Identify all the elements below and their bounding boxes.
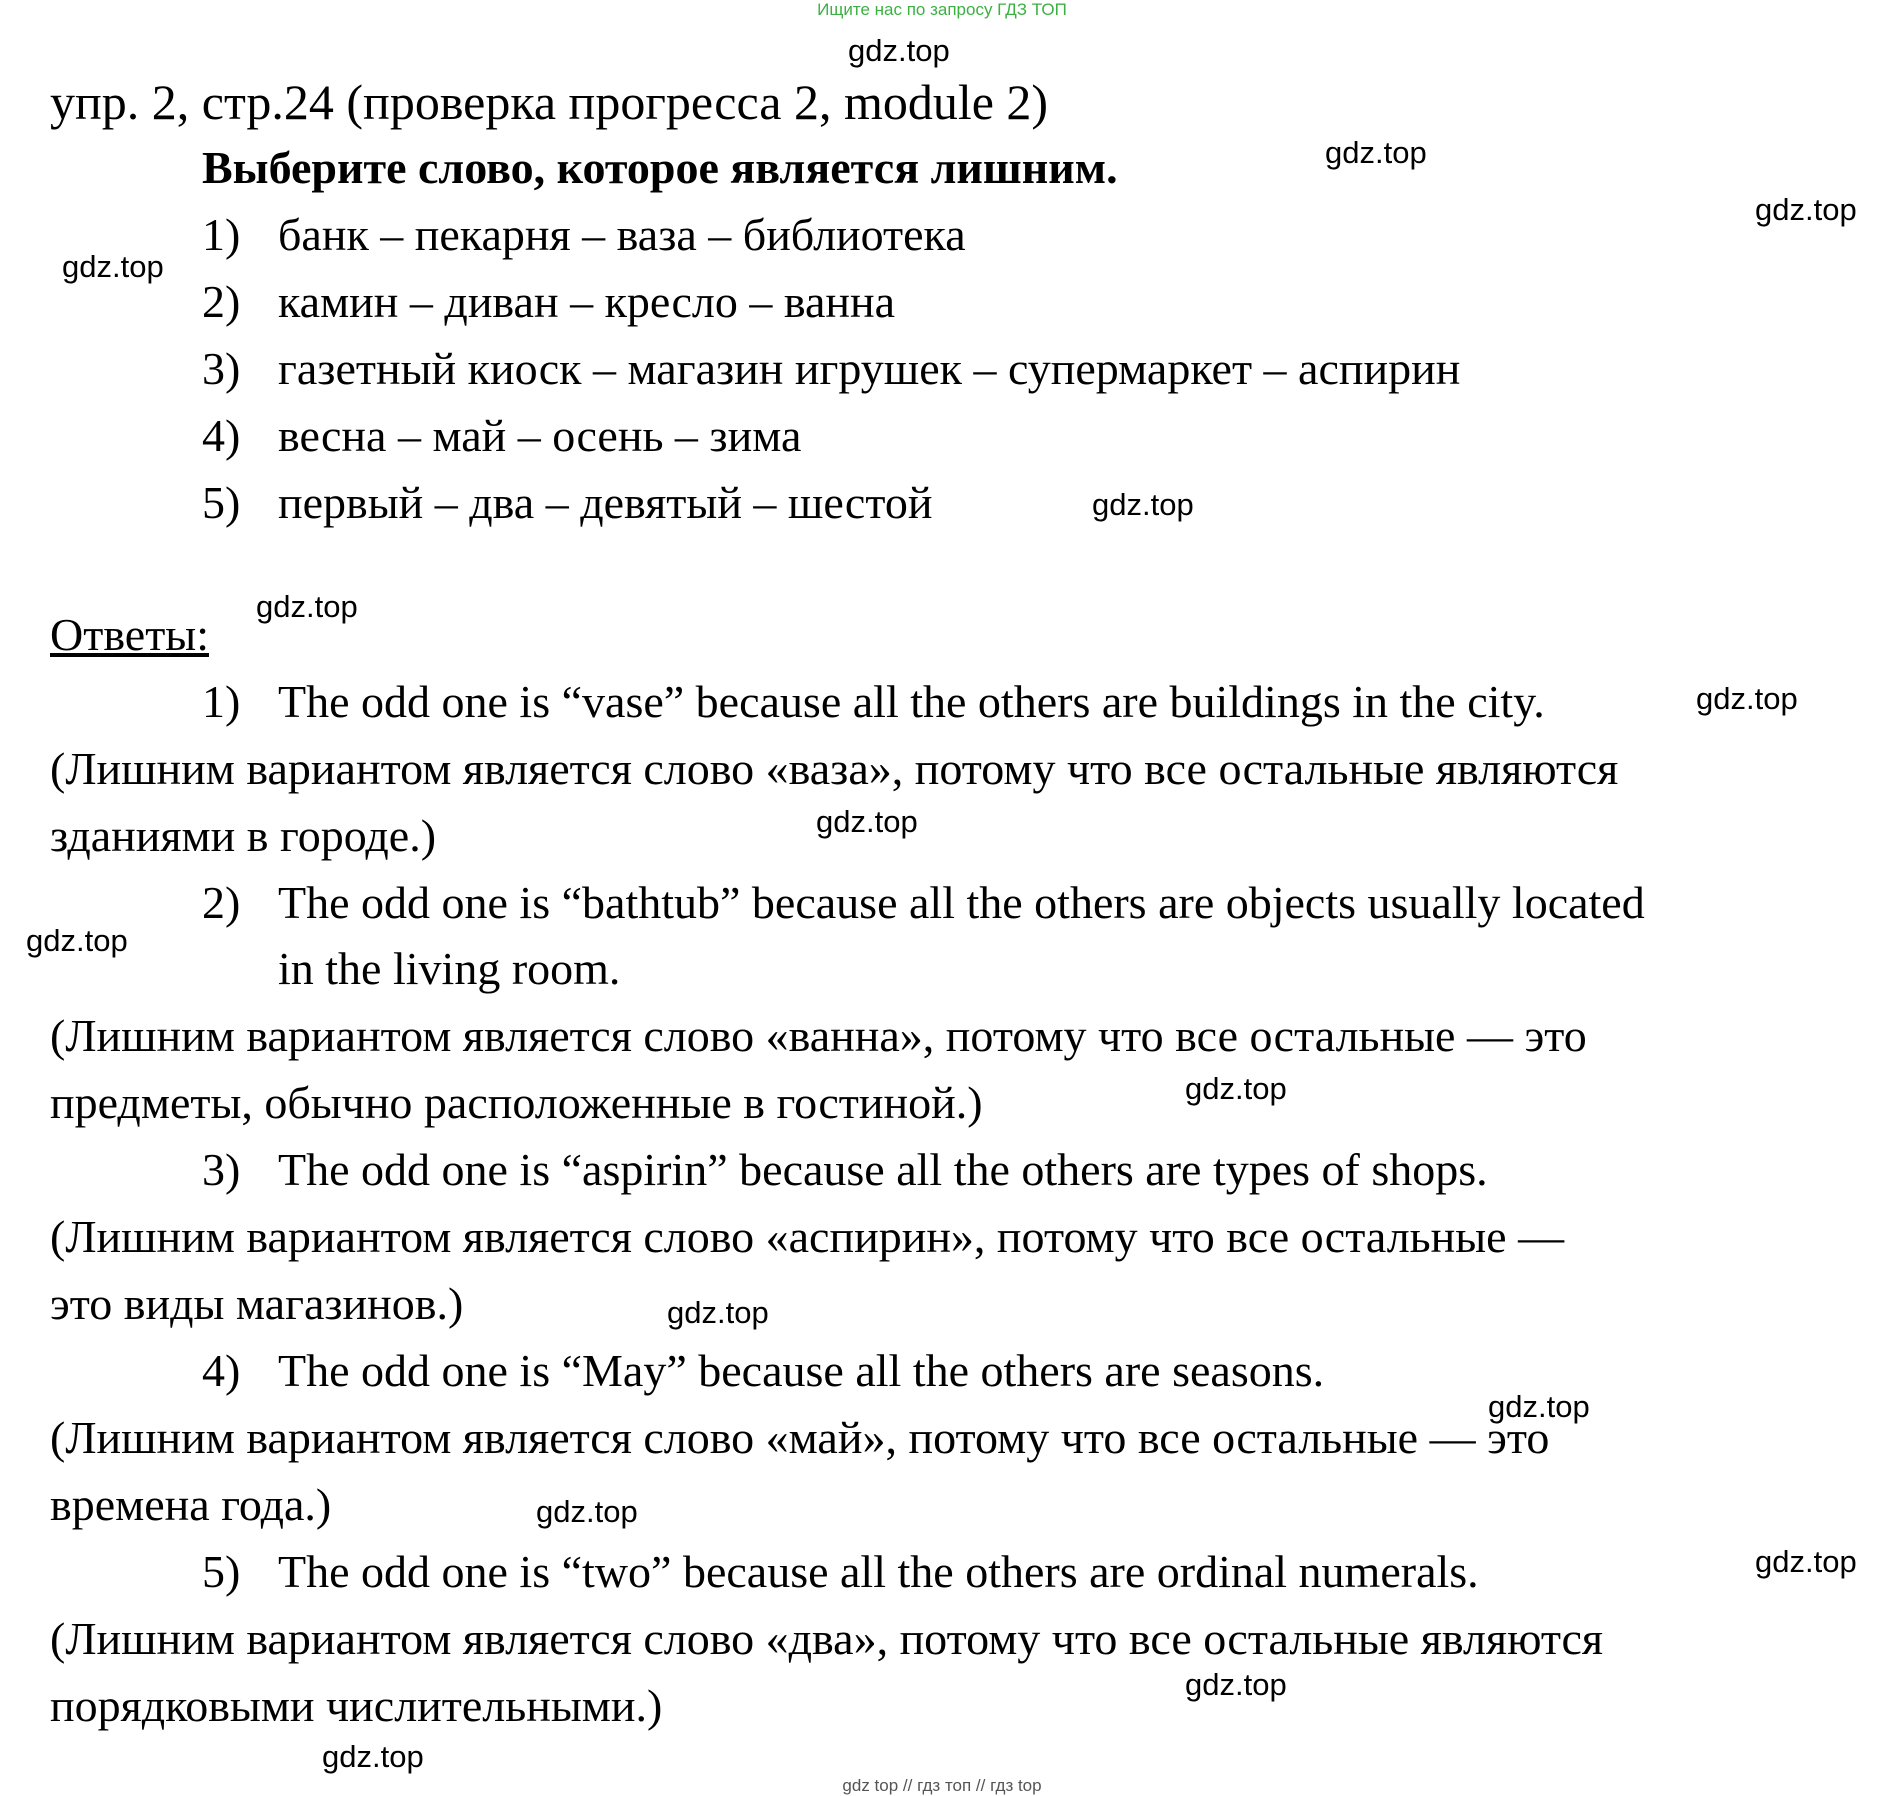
answer-english-line: The odd one is “vase” because all the others are buildings in the city.	[278, 676, 1545, 727]
task-number: 2)	[202, 276, 241, 327]
answer-russian-line: порядковыми числительными.)	[50, 1680, 663, 1731]
answer-russian-line: (Лишним вариантом является слово «ванна», потому что все остальные — это	[50, 1010, 1587, 1061]
task-number: 4)	[202, 410, 241, 461]
answer-english-line: The odd one is “May” because all the others are seasons.	[278, 1345, 1325, 1396]
answer-number: 1)	[202, 676, 241, 727]
task-text: весна – май – осень – зима	[278, 410, 802, 461]
watermark: gdz.top	[256, 589, 358, 624]
watermark: gdz.top	[322, 1739, 424, 1774]
footer-link[interactable]: gdz top // гдз топ // гдз top	[842, 1776, 1042, 1795]
watermark: gdz.top	[848, 33, 950, 68]
task-text: камин – диван – кресло – ванна	[278, 276, 896, 327]
watermark: gdz.top	[1185, 1667, 1287, 1702]
answer-number: 3)	[202, 1144, 241, 1195]
answer-number: 5)	[202, 1546, 241, 1597]
answer-english-line: in the living room.	[278, 943, 621, 994]
watermark: gdz.top	[1185, 1071, 1287, 1106]
answer-russian-line: (Лишним вариантом является слово «два», потому что все остальные являются	[50, 1613, 1604, 1664]
task-text: первый – два – девятый – шестой	[278, 477, 933, 528]
watermark: gdz.top	[62, 249, 164, 284]
answer-russian-line: времена года.)	[50, 1479, 332, 1530]
answer-russian-line: (Лишним вариантом является слово «аспирин», потому что все остальные —	[50, 1211, 1565, 1262]
answer-number: 2)	[202, 877, 241, 928]
task-text: газетный киоск – магазин игрушек – супермаркет – аспирин	[278, 343, 1461, 394]
exercise-instruction: Выберите слово, которое является лишним.	[202, 142, 1118, 193]
answer-number: 4)	[202, 1345, 241, 1396]
answer-russian-line: зданиями в городе.)	[50, 810, 437, 861]
watermark: gdz.top	[1092, 487, 1194, 522]
watermark: gdz.top	[667, 1295, 769, 1330]
answer-english-line: The odd one is “two” because all the others are ordinal numerals.	[278, 1546, 1479, 1597]
answers-heading: Ответы:	[50, 609, 209, 660]
watermark: gdz.top	[26, 923, 128, 958]
answer-russian-line: предметы, обычно расположенные в гостиной.)	[50, 1077, 983, 1128]
task-number: 3)	[202, 343, 241, 394]
watermark: gdz.top	[1755, 192, 1857, 227]
task-number: 5)	[202, 477, 241, 528]
answer-russian-line: (Лишним вариантом является слово «ваза», потому что все остальные являются	[50, 743, 1619, 794]
answer-russian-line: это виды магазинов.)	[50, 1278, 464, 1329]
answer-english-line: The odd one is “bathtub” because all the others are objects usually located	[278, 877, 1645, 928]
watermark: gdz.top	[1325, 135, 1427, 170]
watermark: gdz.top	[536, 1494, 638, 1529]
watermark: gdz.top	[1755, 1544, 1857, 1579]
answer-russian-line: (Лишним вариантом является слово «май», потому что все остальные — это	[50, 1412, 1550, 1463]
exercise-title: упр. 2, стр.24 (проверка прогресса 2, module 2)	[50, 74, 1049, 130]
watermark: gdz.top	[1696, 681, 1798, 716]
task-text: банк – пекарня – ваза – библиотека	[278, 209, 966, 260]
task-number: 1)	[202, 209, 241, 260]
watermark: gdz.top	[816, 804, 918, 839]
top-banner-link[interactable]: Ищите нас по запросу ГДЗ ТОП	[817, 0, 1067, 19]
watermark: gdz.top	[1488, 1389, 1590, 1424]
answer-english-line: The odd one is “aspirin” because all the others are types of shops.	[278, 1144, 1488, 1195]
